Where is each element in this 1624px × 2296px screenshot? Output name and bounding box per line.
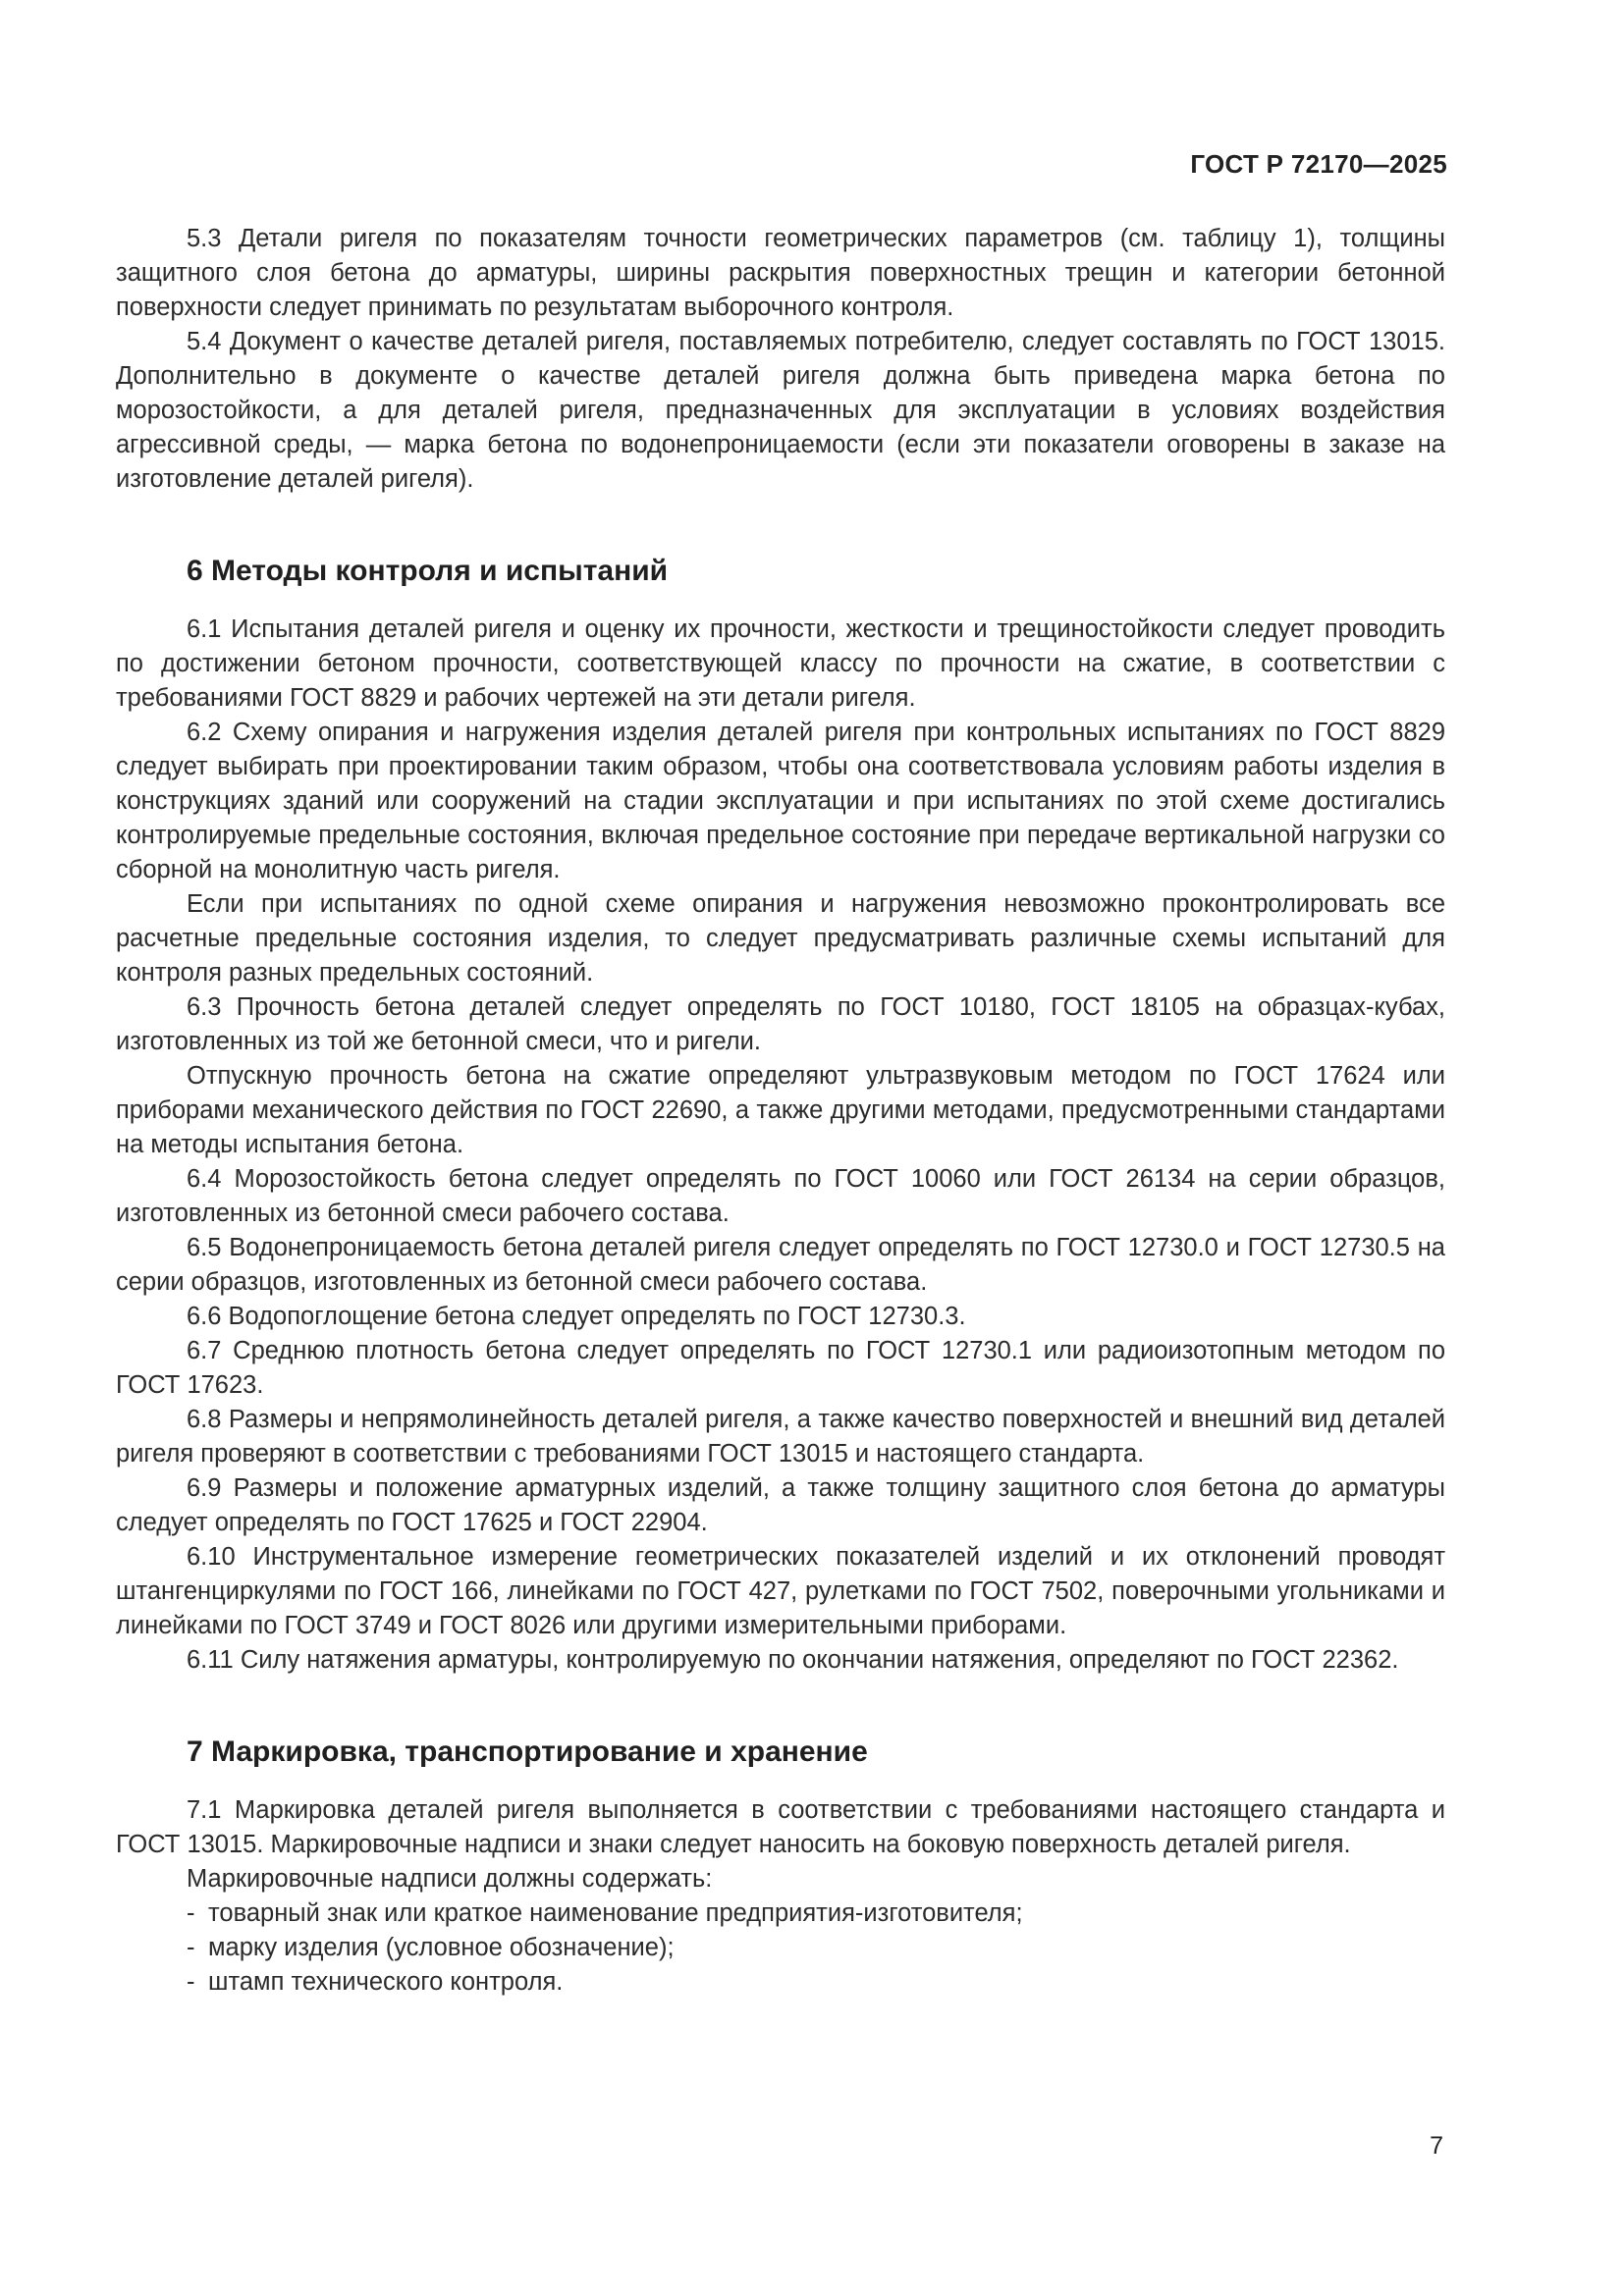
paragraph-6-1: 6.1 Испытания деталей ригеля и оценку их прочности, жесткости и трещиностойкости следует проводить по достижении бетоном прочности, соответствующей классу по прочности на сжатие, в соответствии с требованиями ГОСТ 8829 и рабочих чертежей на эти детали ригеля. [116,615,1445,712]
list-item: - штамп технического контроля. [187,1965,1445,2000]
paragraph-6-4: 6.4 Морозостойкость бетона следует определять по ГОСТ 10060 или ГОСТ 26134 на серии образцов, изготовленных из бетонной смеси рабочего состава. [116,1165,1445,1227]
page-number: 7 [1430,2132,1443,2160]
document-code-header: ГОСТ Р 72170—2025 [1190,149,1447,179]
section-6-heading: 6 Методы контроля и испытаний [187,555,669,587]
marking-list [116,1896,1445,2000]
paragraph-6-2-continued: Если при испытаниях по одной схеме опирания и нагружения невозможно проконтролировать все расчетные предельные состояния изделия, то следует предусматривать различные схемы испытаний для контроля разных предельных состояний. [116,890,1445,987]
list-intro: Маркировочные надписи должны содержать: [187,1865,713,1893]
list-dash: - [187,1968,195,1996]
list-dash: - [187,1899,195,1927]
paragraph-7-1: 7.1 Маркировка деталей ригеля выполняется в соответствии с требованиями настоящего стандарта и ГОСТ 13015. Маркировочные надписи и знаки следует наносить на боковую поверхность деталей ригеля. [116,1796,1445,1858]
paragraph-5-3: 5.3 Детали ригеля по показателям точности геометрических параметров (см. таблицу 1), толщины защитного слоя бетона до арматуры, ширины раскрытия поверхностных трещин и категории бетонной поверхности следует принимать по результатам выборочного контроля. [116,225,1445,321]
paragraph-6-5: 6.5 Водонепроницаемость бетона деталей ригеля следует определять по ГОСТ 12730.0 и ГОСТ 12730.5 на серии образцов, изготовленных из бетонной смеси рабочего состава. [116,1234,1445,1296]
paragraph-6-3: 6.3 Прочность бетона деталей следует определять по ГОСТ 10180, ГОСТ 18105 на образцах-кубах, изготовленных из той же бетонной смеси, что и ригели. [116,993,1445,1055]
paragraph-6-8: 6.8 Размеры и непрямолинейность деталей ригеля, а также качество поверхностей и внешний вид деталей ригеля проверяют в соответствии с требованиями ГОСТ 13015 и настоящего стандарта. [116,1406,1445,1468]
list-item: - марку изделия (условное обозначение); [187,1931,1445,1965]
paragraph-6-11: 6.11 Силу натяжения арматуры, контролируемую по окончании натяжения, определяют по ГОСТ 22362. [187,1646,1399,1674]
paragraph-6-7: 6.7 Среднюю плотность бетона следует определять по ГОСТ 12730.1 или радиоизотопным методом по ГОСТ 17623. [116,1337,1445,1399]
paragraph-5-4: 5.4 Документ о качестве деталей ригеля, поставляемых потребителю, следует составлять по ГОСТ 13015. Дополнительно в документе о качестве деталей ригеля должна быть приведена марка бетона по морозостойкости, а для деталей ригеля, предназначенных для эксплуатации в условиях воздействия агрессивной среды, — марка бетона по водонепроницаемости (если эти показатели оговорены в заказе на изготовление деталей ригеля). [116,328,1445,493]
paragraph-6-2: 6.2 Схему опирания и нагружения изделия деталей ригеля при контрольных испытаниях по ГОСТ 8829 следует выбирать при проектировании таким образом, чтобы она соответствовала условиям работы изделия в конструкциях зданий или сооружений на стадии эксплуатации и при испытаниях по этой схеме достигались контролируемые предельные состояния, включая предельное состояние при передаче вертикальной нагрузки со сборной на монолитную часть ригеля. [116,719,1445,883]
list-dash: - [187,1934,195,1961]
section-7-heading: 7 Маркировка, транспортирование и хранение [187,1735,868,1768]
paragraph-6-6: 6.6 Водопоглощение бетона следует определять по ГОСТ 12730.3. [187,1303,966,1330]
paragraph-6-9: 6.9 Размеры и положение арматурных изделий, а также толщину защитного слоя бетона до арматуры следует определять по ГОСТ 17625 и ГОСТ 22904. [116,1474,1445,1536]
paragraph-6-10: 6.10 Инструментальное измерение геометрических показателей изделий и их отклонений проводят штангенциркулями по ГОСТ 166, линейками по ГОСТ 427, рулетками по ГОСТ 7502, поверочными угольниками и линейками по ГОСТ 3749 и ГОСТ 8026 или другими измерительными приборами. [116,1543,1445,1639]
paragraph-6-3-continued: Отпускную прочность бетона на сжатие определяют ультразвуковым методом по ГОСТ 17624 или приборами механического действия по ГОСТ 22690, а также другими методами, предусмотренными стандартами на методы испытания бетона. [116,1062,1445,1158]
list-item: - товарный знак или краткое наименование предприятия-изготовителя; [187,1896,1445,1931]
page-body [116,222,1445,2000]
